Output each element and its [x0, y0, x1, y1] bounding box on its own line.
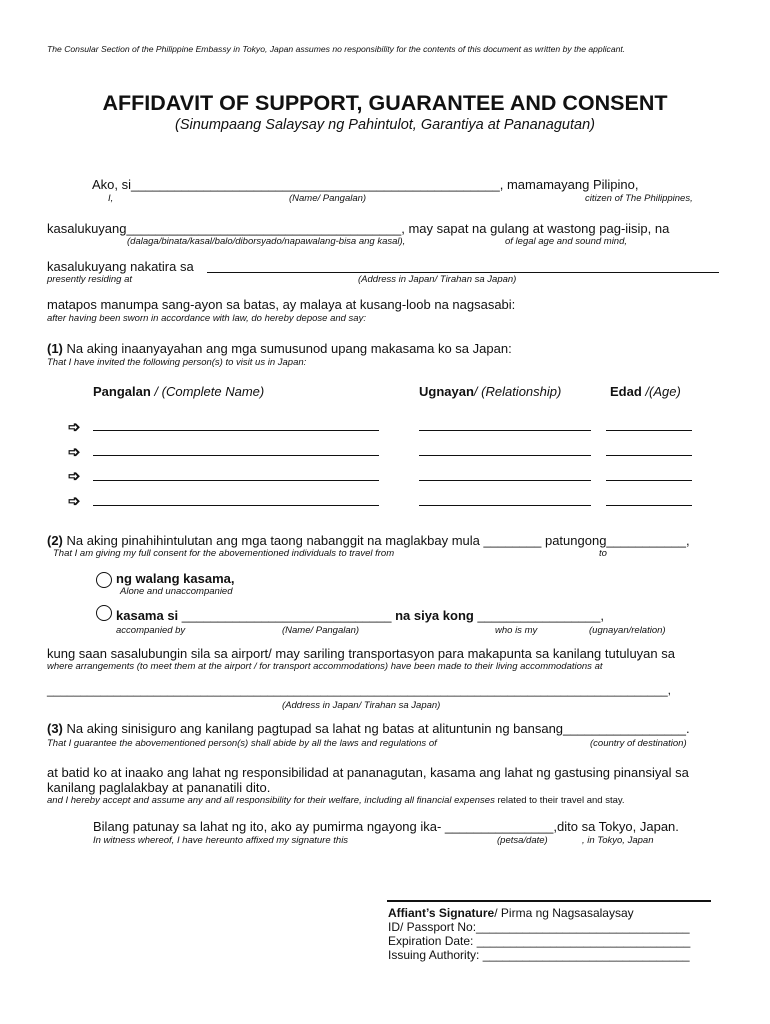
arrow-bullet-icon: ➩ — [68, 419, 81, 436]
accompanied-radio[interactable] — [96, 605, 112, 621]
section1-en: That I have invited the following person(s) to visit us in Japan: — [47, 357, 307, 368]
expiration-date-field[interactable]: Expiration Date: ________________________________ — [388, 934, 691, 948]
date-hint: (petsa/date) — [497, 835, 548, 846]
invitee-relationship-field-4[interactable] — [419, 505, 591, 506]
tokyo-en: , in Tokyo, Japan — [582, 835, 654, 846]
intro-residing-label: kasalukuyang nakatira sa — [47, 259, 194, 274]
col-header-name: Pangalan / (Complete Name) — [93, 384, 265, 399]
intro-sworn-en: after having been sworn in accordance with law, do hereby depose and say: — [47, 313, 366, 324]
intro-address-hint: (Address in Japan/ Tirahan sa Japan) — [358, 274, 517, 285]
relation-hint: (ugnayan/relation) — [589, 625, 666, 636]
section2-to-en: to — [599, 548, 607, 559]
airport-text: kung saan sasalubungin sila sa airport/ may sariling transportasyon para makapunta sa kanilang tutuluyan sa — [47, 646, 675, 661]
col-header-age: Edad /(Age) — [610, 384, 681, 399]
section3-text[interactable]: (3) Na aking sinisiguro ang kanilang pagtupad sa lahat ng batas at alituntunin ng bansang_________________. — [47, 721, 690, 736]
accompanied-name-hint: (Name/ Pangalan) — [282, 625, 360, 636]
issuing-authority-field[interactable]: Issuing Authority: _______________________________ — [388, 948, 690, 962]
signature-label: Affiant’s Signature/ Pirma ng Nagsasalaysay — [388, 906, 634, 920]
disclaimer: The Consular Section of the Philippine Embassy in Tokyo, Japan assumes no responsibility for the contents of this document as written by the applicant. — [47, 44, 626, 54]
invitee-name-field-3[interactable] — [93, 480, 379, 481]
witness-en: In witness whereof, I have hereunto affixed my signature this — [93, 835, 349, 846]
section2-text[interactable]: (2) Na aking pinahihintulutan ang mga taong nabanggit na maglakbay mula ________ patungong___________, — [47, 533, 690, 548]
page-title: AFFIDAVIT OF SUPPORT, GUARANTEE AND CONSENT — [102, 91, 668, 115]
responsibility-en: and I hereby accept and assume any and all responsibility for their welfare, including all financial expenses related to their travel and stay. — [47, 795, 625, 806]
accommodation-address-hint: (Address in Japan/ Tirahan sa Japan) — [282, 700, 441, 711]
intro-sworn-line: matapos manumpa sang-ayon sa batas, ay malaya at kusang-loob na nagsasabi: — [47, 297, 516, 312]
arrow-bullet-icon: ➩ — [68, 493, 81, 510]
option-unaccompanied-en: Alone and unaccompanied — [120, 586, 233, 597]
intro-citizen-en: citizen of The Philippines, — [585, 193, 693, 204]
responsibility-line1: at batid ko at inaako ang lahat ng responsibilidad at pananagutan, kasama ang lahat ng gastusing pinansiyal sa — [47, 765, 689, 780]
address-field[interactable] — [207, 272, 719, 273]
invitee-relationship-field-2[interactable] — [419, 455, 591, 456]
accommodation-address-field[interactable]: _____________________________________________________________________________________________, — [47, 683, 671, 697]
arrow-bullet-icon: ➩ — [68, 468, 81, 485]
intro-legal-age-en: of legal age and sound mind, — [505, 236, 628, 247]
section3-en: That I guarantee the abovementioned person(s) shall abide by all the laws and regulations of — [47, 738, 437, 749]
invitee-name-field-2[interactable] — [93, 455, 379, 456]
accompanied-en: accompanied by — [116, 625, 186, 636]
intro-name-hint: (Name/ Pangalan) — [289, 193, 367, 204]
invitee-age-field-2[interactable] — [606, 455, 692, 456]
intro-status-line[interactable]: kasalukuyang______________________________________, may sapat na gulang at wastong pag-iisip, na — [47, 221, 670, 236]
invitee-name-field-4[interactable] — [93, 505, 379, 506]
intro-i-en: I, — [108, 193, 114, 204]
invitee-relationship-field-3[interactable] — [419, 480, 591, 481]
section2-en: That I am giving my full consent for the abovementioned individuals to travel from — [53, 548, 395, 559]
section1-text: (1) Na aking inaanyayahan ang mga sumusunod upang makasama ko sa Japan: — [47, 341, 512, 356]
invitee-name-field-1[interactable] — [93, 430, 379, 431]
invitee-age-field-3[interactable] — [606, 480, 692, 481]
responsibility-line2: kanilang paglalakbay at pananatili dito. — [47, 780, 271, 795]
option-unaccompanied-label: ng walang kasama, — [116, 571, 235, 586]
who-is-my-en: who is my — [495, 625, 538, 636]
page-subtitle: (Sinumpaang Salaysay ng Pahintulot, Garantiya at Pananagutan) — [175, 117, 595, 133]
col-header-relationship: Ugnayan/ (Relationship) — [419, 384, 562, 399]
intro-status-hint: (dalaga/binata/kasal/balo/diborsyado/napawalang-bisa ang kasal), — [127, 236, 406, 247]
invitee-age-field-1[interactable] — [606, 430, 692, 431]
invitee-relationship-field-1[interactable] — [419, 430, 591, 431]
witness-text[interactable]: Bilang patunay sa lahat ng ito, ako ay pumirma ngayong ika- _______________,dito sa Tokyo, Japan. — [93, 819, 679, 834]
option-accompanied-line[interactable]: kasama si _____________________________ na siya kong _________________, — [116, 608, 604, 623]
intro-residing-en: presently residing at — [47, 274, 133, 285]
unaccompanied-radio[interactable] — [96, 572, 112, 588]
airport-en: where arrangements (to meet them at the airport / for transport accommodations) have been made to their living accommodations at — [47, 661, 603, 672]
signature-line[interactable] — [387, 900, 711, 902]
passport-no-field[interactable]: ID/ Passport No:________________________________ — [388, 920, 690, 934]
invitee-age-field-4[interactable] — [606, 505, 692, 506]
country-hint: (country of destination) — [590, 738, 687, 749]
intro-name-line[interactable]: Ako, si___________________________________________________, mamamayang Pilipino, — [92, 177, 639, 192]
arrow-bullet-icon: ➩ — [68, 444, 81, 461]
